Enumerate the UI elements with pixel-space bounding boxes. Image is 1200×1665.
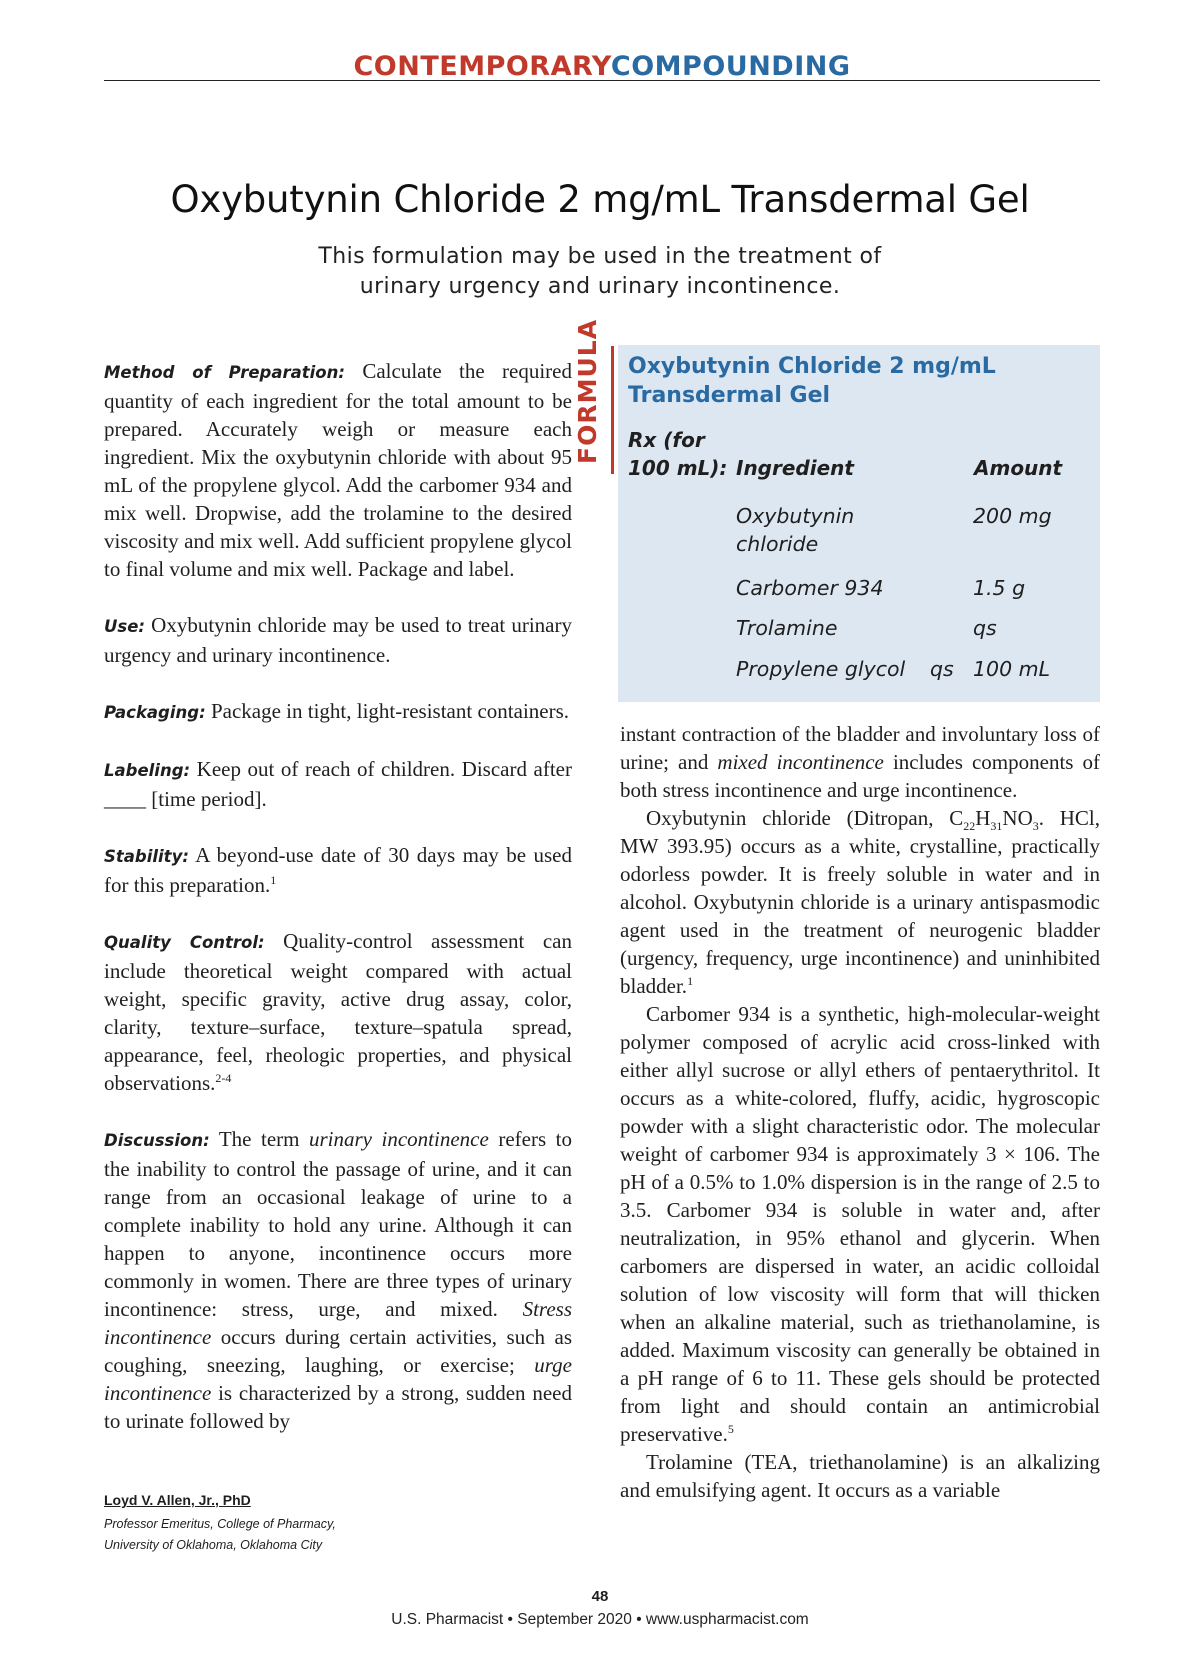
right-p1-text-a: instant contraction of the bladder and involuntary loss of urine; and xyxy=(620,722,1100,774)
stability-text: A beyond-use date of 30 days may be used for this preparation. xyxy=(104,843,572,897)
author-name: Loyd V. Allen, Jr., PhD xyxy=(104,1492,251,1508)
formula-rx-label xyxy=(628,426,727,482)
packaging-label: Packaging: xyxy=(104,703,206,722)
formula-col-amount: Amount xyxy=(974,456,1063,480)
stability-label: Stability: xyxy=(104,847,189,866)
formula-tab-rule xyxy=(611,346,614,474)
formula-title-line-2: Transdermal Gel xyxy=(628,383,831,408)
masthead-compounding: COMPOUNDING xyxy=(610,51,851,82)
formula-no: NO xyxy=(1002,806,1033,830)
footer-publication: U.S. Pharmacist • September 2020 • www.uspharmacist.com xyxy=(391,1611,809,1628)
author-affiliation-1: Professor Emeritus, College of Pharmacy, xyxy=(104,1517,336,1531)
formula-row-qs: qs xyxy=(930,657,954,681)
packaging-paragraph xyxy=(104,697,572,727)
discussion-term-stress: Stress incontinence xyxy=(104,1297,572,1349)
subtitle-line-2: urinary urgency and urinary incontinence. xyxy=(359,274,841,299)
formula-row-amount: 200 mg xyxy=(973,504,1052,528)
subtitle-line-1: This formulation may be used in the treatment of xyxy=(318,244,882,269)
author-block xyxy=(104,1492,504,1556)
formula-title xyxy=(628,352,1088,410)
page-number: 48 xyxy=(591,1588,609,1605)
right-p2-text-a: Oxybutynin chloride (Ditropan, C xyxy=(646,806,964,830)
right-p3-reference: 5 xyxy=(727,1422,734,1436)
formula-row-amount: qs xyxy=(973,616,997,640)
masthead-contemporary: CONTEMPORARY xyxy=(353,51,611,82)
stability-reference: 1 xyxy=(270,873,277,887)
formula-row-ingredient: Carbomer 934 xyxy=(736,576,884,600)
formula-title-line-1: Oxybutynin Chloride 2 mg/mL xyxy=(628,354,996,379)
formula-sub-h: 31 xyxy=(990,819,1003,834)
right-paragraph-2 xyxy=(620,804,1100,1000)
discussion-text-1: The term xyxy=(209,1127,309,1151)
ingredient-oxybutynin-line-2: chloride xyxy=(736,532,819,556)
qc-reference: 2-4 xyxy=(215,1071,232,1085)
discussion-term-urinary: urinary incontinence xyxy=(309,1127,489,1151)
formula-sub-o: 3 xyxy=(1032,819,1039,834)
discussion-text-4: is characterized by a strong, sudden need to urinate followed by xyxy=(104,1381,572,1433)
labeling-text: Keep out of reach of children. Discard after ____ [time period]. xyxy=(104,757,572,811)
discussion-paragraph xyxy=(104,1125,572,1435)
stability-paragraph xyxy=(104,841,572,899)
left-column xyxy=(104,357,572,1463)
right-p1-text-b: includes components of both stress incontinence and urge incontinence. xyxy=(620,750,1100,802)
use-text: Oxybutynin chloride may be used to treat urinary urgency and urinary incontinence. xyxy=(104,613,572,667)
use-label: Use: xyxy=(104,617,146,636)
formula-row-ingredient: Trolamine xyxy=(736,616,838,640)
labeling-paragraph xyxy=(104,755,572,813)
formula-rx-line-1: Rx (for xyxy=(628,428,705,452)
formula-row-amount: 1.5 g xyxy=(973,576,1026,600)
discussion-label: Discussion: xyxy=(104,1131,210,1150)
qc-label: Quality Control: xyxy=(104,933,265,952)
qc-text: Quality-control assessment can include theoretical weight compared with actual weight, specific gravity, active drug assay, color, clarity, texture–surface, texture–spatula spread, appearance, feel, rheologic properties, and physical observations. xyxy=(104,929,572,1095)
formula-sub-c: 22 xyxy=(963,819,976,834)
article-title: Oxybutynin Chloride 2 mg/mL Transdermal Gel xyxy=(170,178,1030,221)
formula-row-ingredient: Propylene glycol xyxy=(736,657,906,681)
method-text: Calculate the required quantity of each ingredient for the total amount to be prepared. Accurately weigh or measure each ingredient. Mix the oxybutynin chloride with about 95 mL of the propylene glycol. Add the carbomer 934 and mix well. Dropwise, add the trolamine to the desired viscosity and mix well. Add sufficient propylene glycol to final volume and mix well. Package and label. xyxy=(104,359,572,581)
formula-h: H xyxy=(975,806,991,830)
right-paragraph-4: Trolamine (TEA, triethanolamine) is an alkalizing and emulsifying agent. It occurs as a variable xyxy=(620,1450,1100,1502)
discussion-text-3: occurs during certain activities, such as coughing, sneezing, laughing, or exercise; xyxy=(104,1325,572,1377)
qc-paragraph xyxy=(104,927,572,1097)
right-column xyxy=(620,720,1100,1504)
ingredient-oxybutynin-line-1: Oxybutynin xyxy=(736,504,855,528)
masthead xyxy=(104,52,1100,82)
masthead-rule xyxy=(104,80,1100,81)
formula-col-ingredient: Ingredient xyxy=(736,456,854,480)
discussion-term-urge: urge incontinence xyxy=(104,1353,572,1405)
formula-tab-label: FORMULA xyxy=(573,318,602,464)
formula-rx-line-2: 100 mL): xyxy=(628,456,728,480)
right-paragraph-3 xyxy=(620,1000,1100,1448)
author-affiliation-2: University of Oklahoma, Oklahoma City xyxy=(104,1538,323,1552)
right-p3-text: Carbomer 934 is a synthetic, high-molecular-weight polymer composed of acrylic acid cross-linked with either allyl sucrose or allyl ethers of pentaerythritol. It occurs as a white-colored, fluffy, acidic, hygroscopic powder with a slight characteristic odor. The molecular weight of carbomer 934 is approximately 3 × 106. The pH of a 0.5% to 1.0% dispersion is in the range of 2.5 to 3.5. Carbomer 934 is soluble in water and, after neutralization, in 95% ethanol and glycerin. When carbomers are dispersed in water, an acidic colloidal solution of low viscosity will form that will thicken when an alkaline material, such as triethanolamine, is added. Maximum viscosity can generally be obtained in a pH range of 6 to 11. These gels should be protected from light and should contain an antimicrobial preservative. xyxy=(620,1002,1100,1446)
right-paragraph-1 xyxy=(620,720,1100,804)
packaging-text: Package in tight, light-resistant containers. xyxy=(205,699,570,723)
formula-row-amount: 100 mL xyxy=(973,657,1051,681)
method-paragraph xyxy=(104,357,572,583)
right-p2-reference: 1 xyxy=(687,974,694,988)
formula-row-ingredient xyxy=(736,502,854,558)
article-subtitle xyxy=(200,242,1000,302)
right-p1-term-mixed: mixed incontinence xyxy=(717,750,884,774)
labeling-label: Labeling: xyxy=(104,761,191,780)
method-label: Method of Preparation: xyxy=(104,363,345,382)
right-p2-text-b: . HCl, MW 393.95) occurs as a white, crystalline, practically odorless powder. It is freely soluble in water and in alcohol. Oxybutynin chloride is a urinary antispasmodic agent used in the treatment of neurogenic bladder (urgency, frequency, urge incontinence) and uninhibited bladder. xyxy=(620,806,1100,998)
use-paragraph xyxy=(104,611,572,669)
discussion-text-2: refers to the inability to control the passage of urine, and it can range from an occasional leakage of urine to a complete inability to hold any urine. Although it can happen to anyone, incontinence occurs more commonly in women. There are three types of urinary incontinence: stress, urge, and mixed. xyxy=(104,1127,572,1321)
